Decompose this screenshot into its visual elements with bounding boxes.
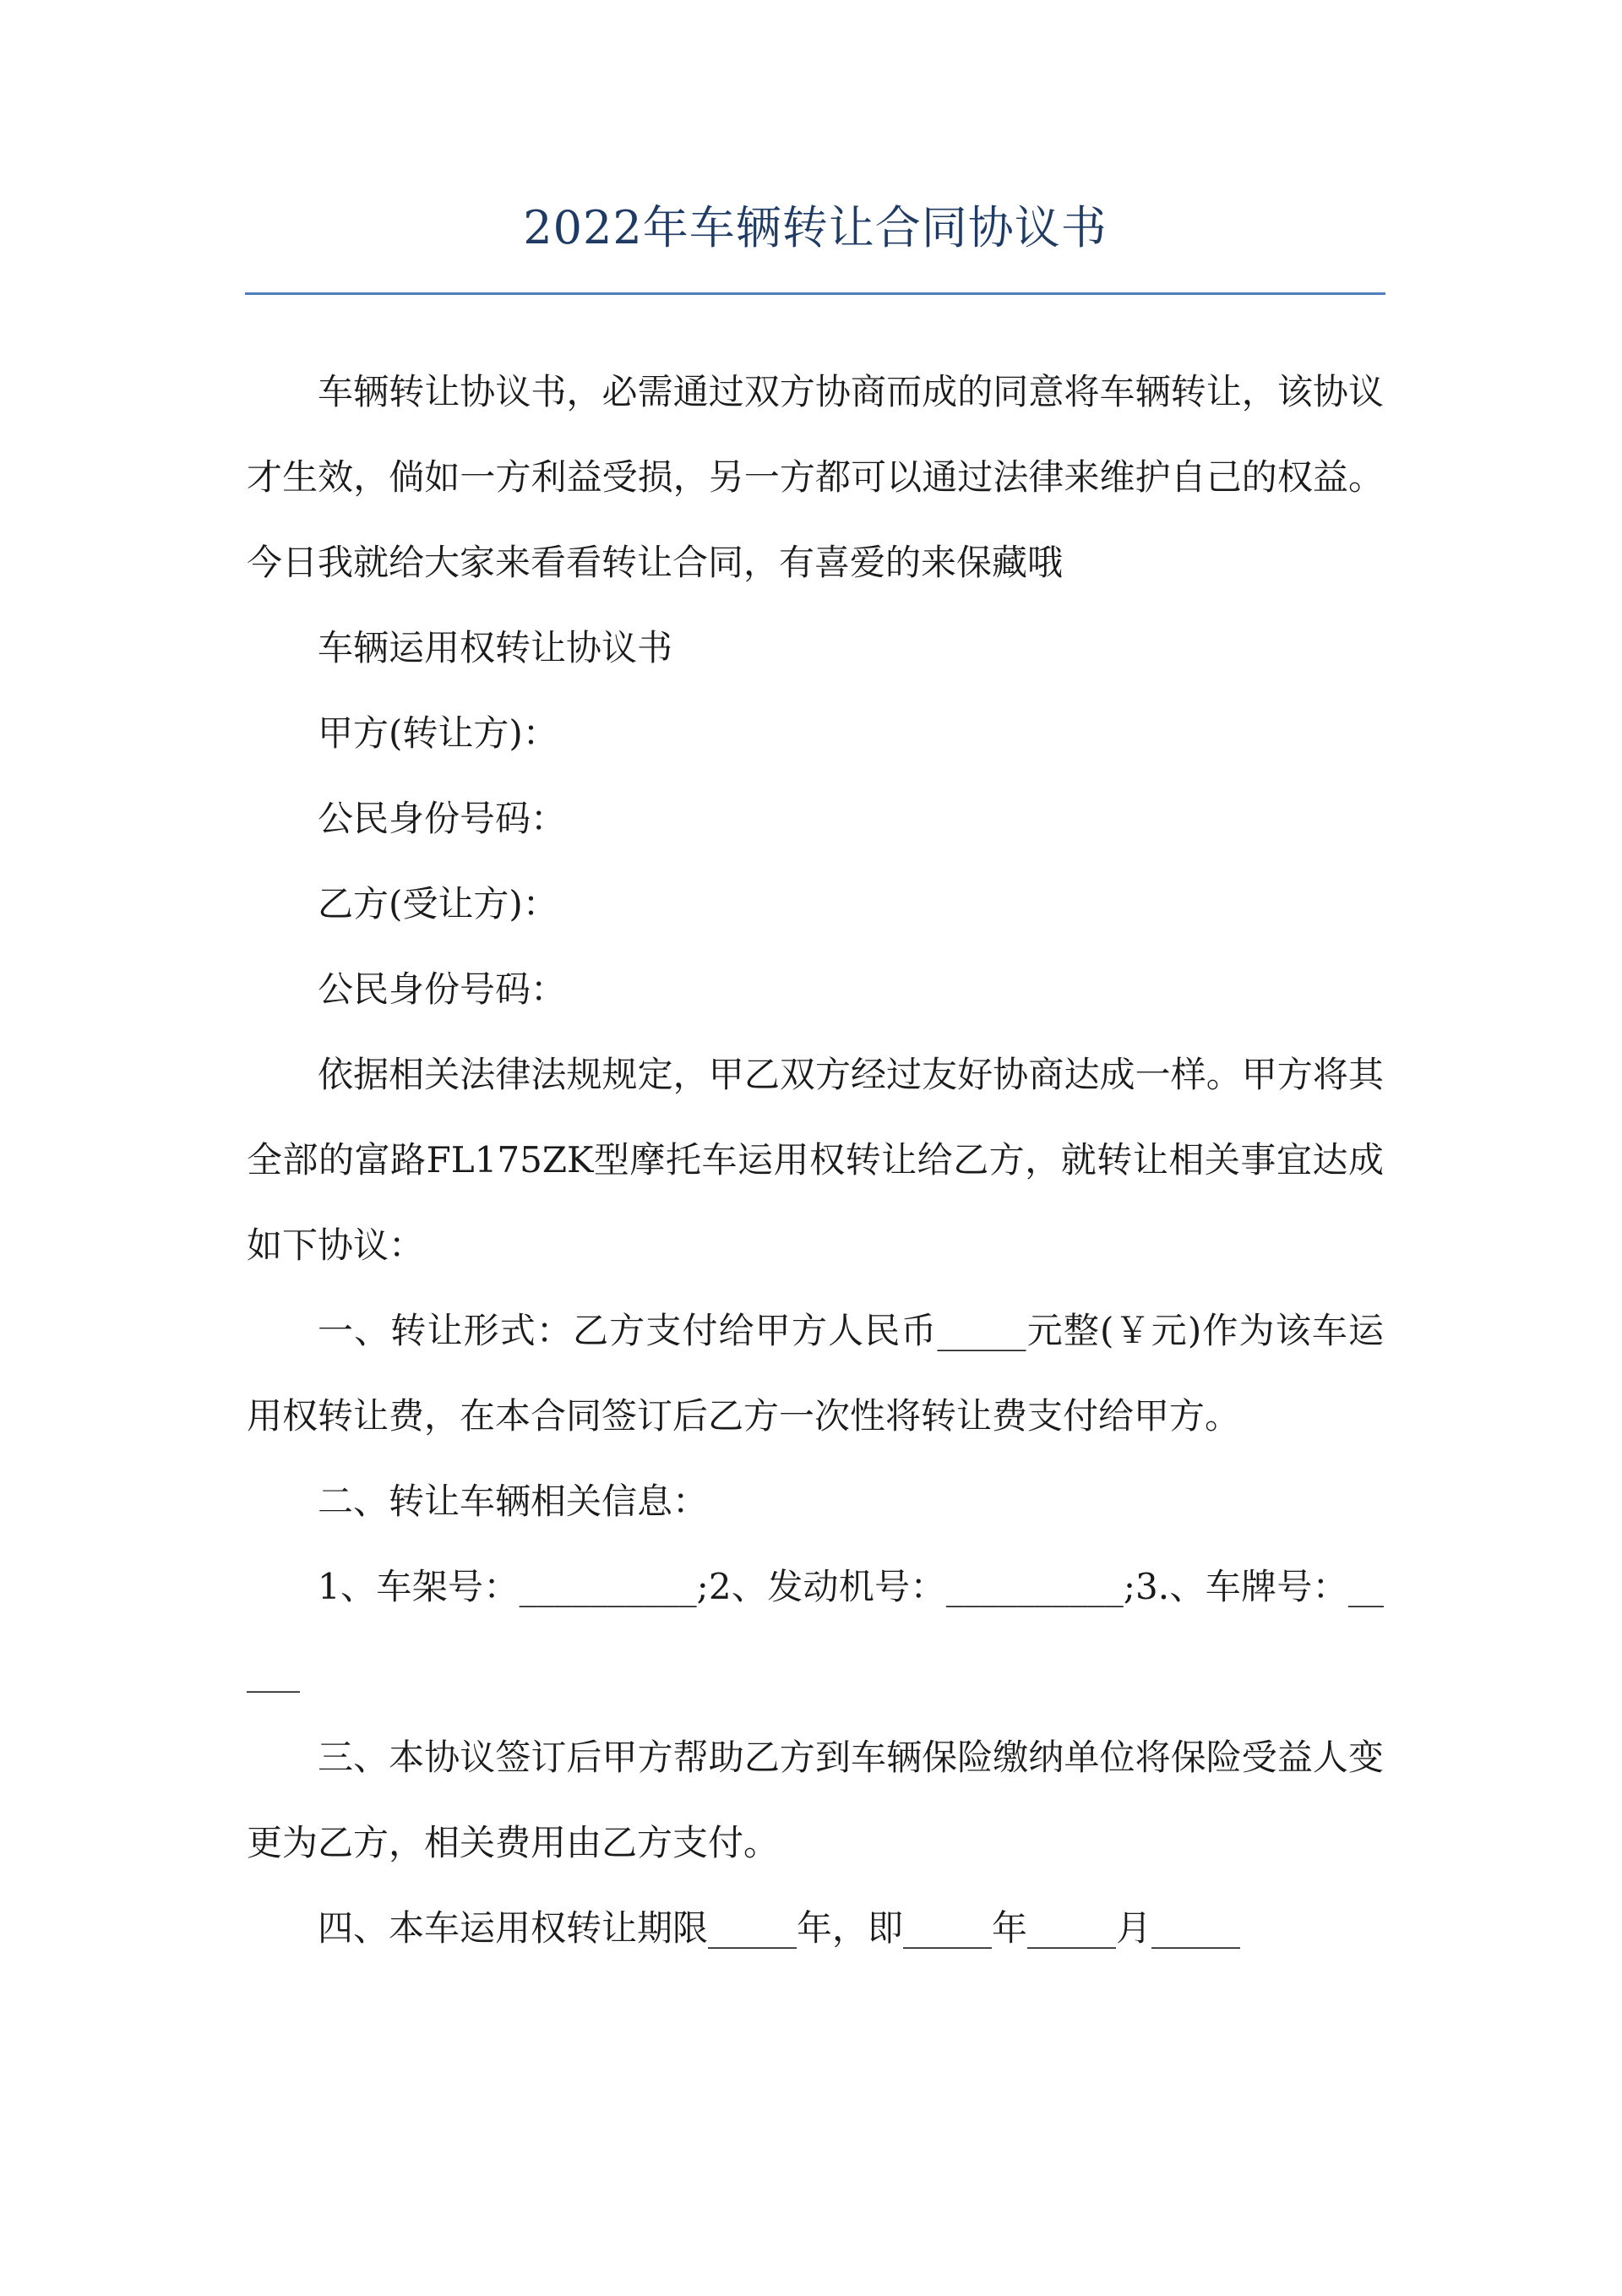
- title-divider: [245, 292, 1385, 295]
- party-a-label: 甲方(转让方)：: [318, 712, 558, 754]
- party-a-id-label: 公民身份号码：: [318, 798, 567, 839]
- clause-4-paragraph: 四、本车运用权转让期限_____年，即_____年_____月_____: [318, 1907, 1241, 1949]
- clause-3-paragraph: 三、本协议签订后甲方帮助乙方到车辆保险缴纳单位将保险受益人变更为乙方，相关费用由乙方支付。: [247, 1737, 1384, 1863]
- party-b-label: 乙方(受让方)：: [318, 883, 558, 924]
- clause-2-heading: 二、转让车辆相关信息：: [318, 1481, 709, 1522]
- clause-1-paragraph: 一、转让形式：乙方支付给甲方人民币_____元整(￥元)作为该车运用权转让费，在本合同签订后乙方一次性将转让费支付给甲方。: [247, 1310, 1384, 1437]
- party-b-id-label: 公民身份号码：: [318, 968, 567, 1010]
- intro-paragraph: 车辆转让协议书，必需通过双方协商而成的同意将车辆转让，该协议才生效，倘如一方利益受损，另一方都可以通过法律来维护自己的权益。今日我就给大家来看看转让合同，有喜爱的来保藏哦: [247, 371, 1384, 583]
- vehicle-info-paragraph: 1、车架号：__________;2、发动机号：__________;3.、车牌号：_____: [247, 1566, 1384, 1693]
- preamble-paragraph: 依据相关法律法规规定，甲乙双方经过友好协商达成一样。甲方将其全部的富路FL175ZK型摩托车运用权转让给乙方，就转让相关事宜达成如下协议：: [247, 1054, 1384, 1266]
- document-title: 2022年车辆转让合同协议书: [523, 201, 1108, 254]
- document-body: [247, 349, 1384, 1971]
- agreement-heading: 车辆运用权转让协议书: [318, 627, 673, 668]
